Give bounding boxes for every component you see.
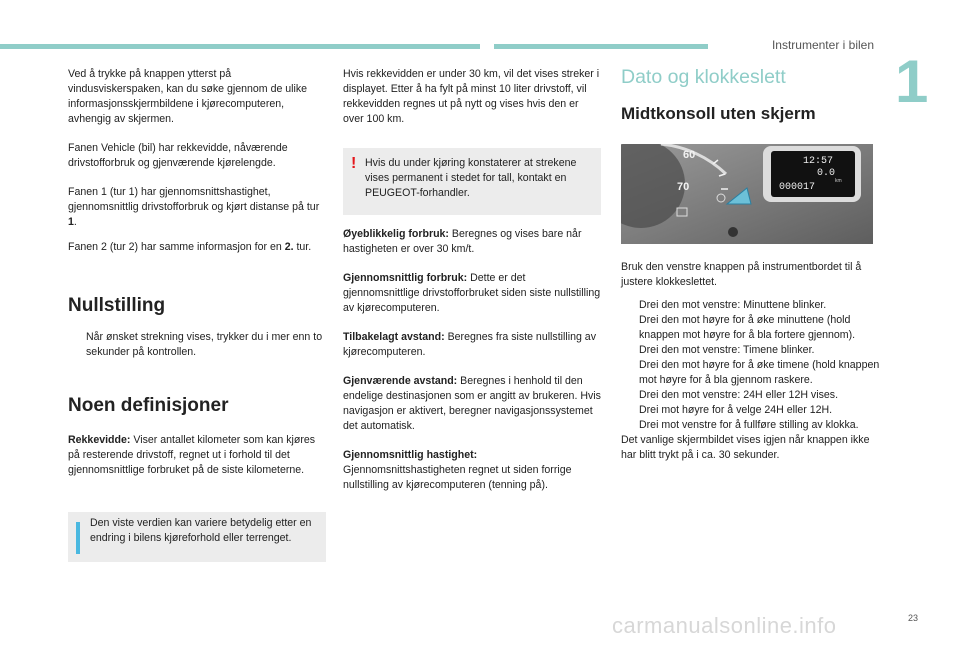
heading-midtkonsoll: Midtkonsoll uten skjerm xyxy=(621,104,816,123)
paragraph: Fanen 1 (tur 1) har gjennomsnittshastighet, gjennomsnittlig drivstofforbruk og kjørt distanse på tur 1. xyxy=(68,186,320,228)
instrument-cluster-photo xyxy=(621,144,873,244)
lcd-unit: km xyxy=(835,178,842,184)
warning-note: ! Hvis du under kjøring konstaterer at strekene vises permanent i stedet for tall, kontakt en PEUGEOT-forhandler. xyxy=(343,148,601,215)
speed-label-60: 60 xyxy=(683,149,696,161)
definition: Gjennomsnittlig forbruk: Dette er det gjennomsnittlige drivstofforbruket siden siste nullstilling av kjørecomputeren. xyxy=(343,272,601,314)
speed-label-70: 70 xyxy=(677,181,690,193)
lcd-odometer: 000017 xyxy=(779,182,816,193)
list-item: Drei mot høyre for å velge 24H eller 12H. xyxy=(639,404,833,416)
list-item: Drei den mot venstre: Minuttene blinker. xyxy=(639,299,827,311)
column-right xyxy=(621,66,883,477)
column-middle xyxy=(343,67,601,507)
list-item: Drei den mot venstre: 24H eller 12H vises. xyxy=(639,389,839,401)
paragraph: Bruk den venstre knappen på instrumentbordet til å justere klokkeslettet. xyxy=(621,261,862,288)
definition: Gjennomsnittlig hastighet: Gjennomsnittshastigheten regnet ut siden forrige nullstilling av kjørecomputeren (tenning på). xyxy=(343,449,572,491)
paragraph: Ved å trykke på knappen ytterst på vindusviskerspaken, kan du søke gjennom de ulike informasjonsskjermbildene i kjørecomputeren, avhengig av skjermen. xyxy=(68,68,308,125)
heading-nullstilling: Nullstilling xyxy=(68,295,166,316)
list-item: Når ønsket strekning vises, trykker du i mer enn to sekunder på kontrollen. xyxy=(86,331,323,358)
lcd-time: 12:57 xyxy=(803,156,834,167)
paragraph: Fanen 2 (tur 2) har samme informasjon for en 2. tur. xyxy=(68,241,312,253)
header-accent-bar xyxy=(0,44,480,49)
warning-icon: ! xyxy=(351,155,357,172)
paragraph: Hvis rekkevidden er under 30 km, vil det vises streker i displayet. Etter å ha fylt på minst 10 liter drivstoff, vil rekkevidden regnes ut på nytt og vises hvis den er over 100 km. xyxy=(343,68,600,125)
chapter-number: 1 xyxy=(895,48,929,115)
definition: Tilbakelagt avstand: Beregnes fra siste nullstilling av kjørecomputeren. xyxy=(343,331,596,358)
paragraph: Det vanlige skjermbildet vises igjen når knappen ikke har blitt trykt på i ca. 30 sekunder. xyxy=(621,434,870,461)
info-note: Den viste verdien kan variere betydelig etter en endring i bilens kjøreforhold eller terrenget. xyxy=(68,512,326,562)
steps-list xyxy=(621,298,883,433)
definition: Øyeblikkelig forbruk: Beregnes og vises bare når hastigheten er over 30 km/t. xyxy=(343,228,582,255)
list-item: Drei den mot venstre: Timene blinker. xyxy=(639,344,815,356)
list-item: Drei mot venstre for å fullføre stilling av klokka. xyxy=(639,419,859,431)
page-number: 23 xyxy=(908,613,919,623)
section-title: Instrumenter i bilen xyxy=(771,38,874,52)
heading-dato: Dato og klokkeslett xyxy=(621,66,786,88)
heading-definisjoner: Noen definisjoner xyxy=(68,395,229,416)
lcd-consumption: 0.0 xyxy=(817,168,836,179)
list-item: Drei den mot høyre for å øke minuttene (hold knappen mot høyre for å bla fortere gjennom). xyxy=(639,314,856,341)
paragraph: Fanen Vehicle (bil) har rekkevidde, nåværende drivstofforbruk og gjenværende kjørelengde. xyxy=(68,142,288,169)
header-accent-bar-right xyxy=(494,44,708,49)
column-left xyxy=(68,67,326,574)
info-icon xyxy=(76,522,80,554)
definition-rekkevidde: Rekkevidde: Viser antallet kilometer som kan kjøres på resterende drivstoff, regnet ut i forhold til det gjennomsnittlige forbruket på de siste kilometerne. xyxy=(68,434,316,476)
definition: Gjenværende avstand: Beregnes i henhold til den endelige destinasjonen som er angitt av brukeren. Hvis navigasjon er aktivert, beregner navigasjonssystemet det automatisk. xyxy=(343,375,601,432)
watermark: carmanualsonline.info xyxy=(612,613,837,638)
list-item: Drei den mot høyre for å øke timene (hold knappen mot høyre for å bla gjennom raskere. xyxy=(639,359,880,386)
